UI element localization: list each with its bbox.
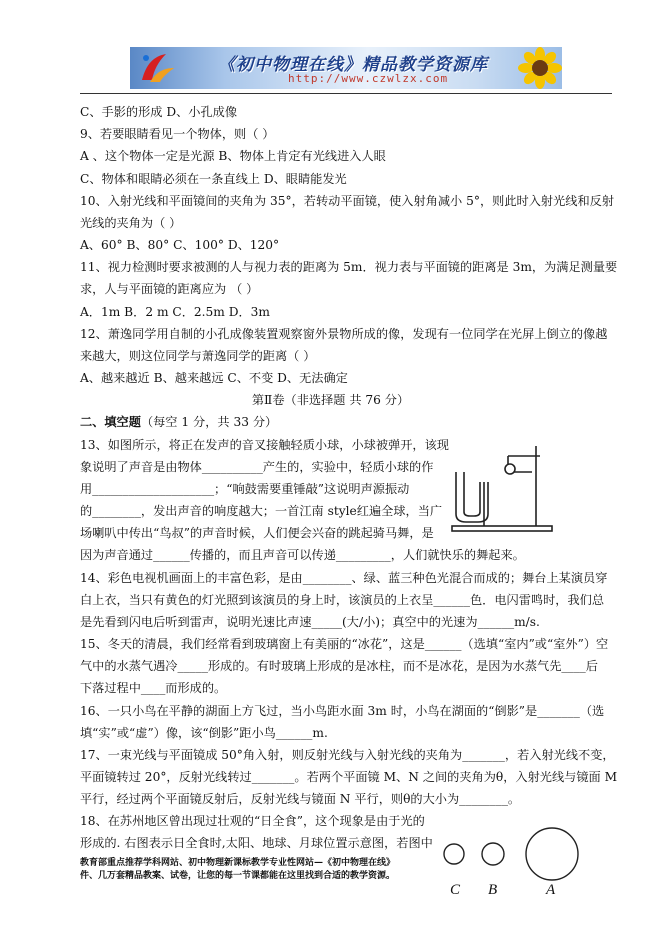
text-line: 来越大，则这位同学与萧逸同学的距离（ ） <box>80 349 316 363</box>
text-line: 平面镜转过 20°，反射光线转过_______。若两个平面镜 M、N 之间的夹角为θ，入射光线与镜面 M <box>80 770 618 784</box>
banner-url: http://www.czwlzx.com <box>288 72 449 85</box>
circle-b <box>482 843 504 865</box>
eclipse-figure <box>440 822 590 882</box>
text-line: C、物体和眼睛必须在一条直线上 D、眼睛能发光 <box>80 172 347 186</box>
question-9: 9、若要眼睛看见一个物体，则（ ） <box>80 127 275 141</box>
text-line: 形成的. 右图表示日全食时,太阳、地球、月球位置示意图，若图中 <box>80 836 433 850</box>
site-logo-icon <box>136 50 176 86</box>
question-14: 14、彩色电视机画面上的丰富色彩，是由________、绿、蓝三种色光混合而成的；舞台上某演员穿 <box>80 571 608 585</box>
label-a: A <box>546 882 556 898</box>
text-line: 用____________________；“响鼓需要重锤敲”这说明声源振动 <box>80 482 410 496</box>
section-heading-main: 二、填空题 <box>80 415 141 429</box>
footer-line: 件、几万套精品教案、试卷，让您的每一节课都能在这里找到合适的教学资源。 <box>80 871 396 881</box>
header-rule <box>80 93 612 94</box>
text-line: 平行，经过两个平面镜反射后，反射光线与镜面 N 平行，则θ的大小为________。 <box>80 792 521 806</box>
section-heading <box>80 414 277 430</box>
section-title: 第Ⅱ卷（非选择题 共 76 分） <box>251 393 410 407</box>
banner-title: 《初中物理在线》精品教学资源库 <box>218 55 488 75</box>
text-line: 场喇叭中传出“鸟叔”的声音时候，人们便会兴奋的跳起骑马舞，是 <box>80 526 434 540</box>
question-12: 12、萧逸同学用自制的小孔成像装置观察窗外景物所成的像，发现有一位同学在光屏上倒立的像越 <box>80 327 608 341</box>
label-b: B <box>488 882 498 898</box>
footer-line: 教育部重点推荐学科网站、初中物理新课标教学专业性网站—《初中物理在线》 <box>80 858 396 868</box>
text-line: A．1m B．2 m C．2.5m D．3m <box>80 305 270 319</box>
circle-c <box>444 844 464 864</box>
text-line: 气中的水蒸气遇冷_____形成的。有时玻璃上形成的是冰柱，而不是冰花，是因为水蒸气先____后 <box>80 659 598 673</box>
sunflower-icon <box>518 47 562 89</box>
question-13: 13、如图所示，将正在发声的音叉接触轻质小球，小球被弹开，该现 <box>80 438 449 452</box>
circle-a <box>526 828 578 880</box>
question-16: 16、一只小鸟在平静的湖面上方飞过，当小鸟距水面 3m 时，小鸟在湖面的“倒影”是_______（选 <box>80 704 605 718</box>
text-line: 光线的夹角为（ ） <box>80 216 182 230</box>
header-banner <box>130 47 562 89</box>
question-17: 17、一束光线与平面镜成 50°角入射，则反射光线与入射光线的夹角为_______，若入射光线不变， <box>80 748 615 762</box>
stand-base <box>452 526 552 531</box>
text-line: A 、这个物体一定是光源 B、物体上肯定有光线进入人眼 <box>80 149 386 163</box>
label-c: C <box>450 882 461 898</box>
question-18: 18、在苏州地区曾出现过壮观的“日全食”，这个现象是由于光的 <box>80 814 425 828</box>
light-ball <box>505 464 515 474</box>
text-line: A、越来越近 B、越来越远 C、不变 D、无法确定 <box>80 371 348 385</box>
text-line: 的________，发出声音的响度越大；一首江南 style红遍全球，当广 <box>80 504 443 518</box>
section-heading-note: （每空 1 分，共 33 分） <box>140 415 278 429</box>
text-line: 因为声音通过______传播的，而且声音可以传递_________，人们就快乐的舞起来。 <box>80 548 525 562</box>
text-line: 填“实”或“虚”）像，该“倒影”距小鸟______m. <box>80 726 328 740</box>
question-10: 10、入射光线和平面镜间的夹角为 35°，若转动平面镜，使入射角减小 5°，则此时入射光线和反射 <box>80 194 615 208</box>
text-line: 是先看到闪电后听到雷声，说明光速比声速_____(大/小)；真空中的光速为______m/s. <box>80 615 540 629</box>
tuning-fork-figure <box>448 442 558 534</box>
text-line: 象说明了声音是由物体__________产生的，实验中，轻质小球的作 <box>80 460 434 474</box>
text-line: 下落过程中____而形成的。 <box>80 681 227 695</box>
question-11: 11、视力检测时要求被测的人与视力表的距离为 5m．视力表与平面镜的距离是 3m，为满足测量要 <box>80 260 618 274</box>
text-line: C、手影的形成 D、小孔成像 <box>80 105 238 119</box>
question-15: 15、冬天的清晨，我们经常看到玻璃窗上有美丽的“冰花”，这是______（选填“室内”或“室外”）空 <box>80 637 609 651</box>
text-line: 白上衣，当只有黄色的灯光照到该演员的身上时，该演员的上衣呈______色．电闪雷鸣时，我们总 <box>80 593 605 607</box>
text-line: A、60° B、80° C、100° D、120° <box>80 238 280 252</box>
text-line: 求，人与平面镜的距离应为 （ ） <box>80 282 259 296</box>
